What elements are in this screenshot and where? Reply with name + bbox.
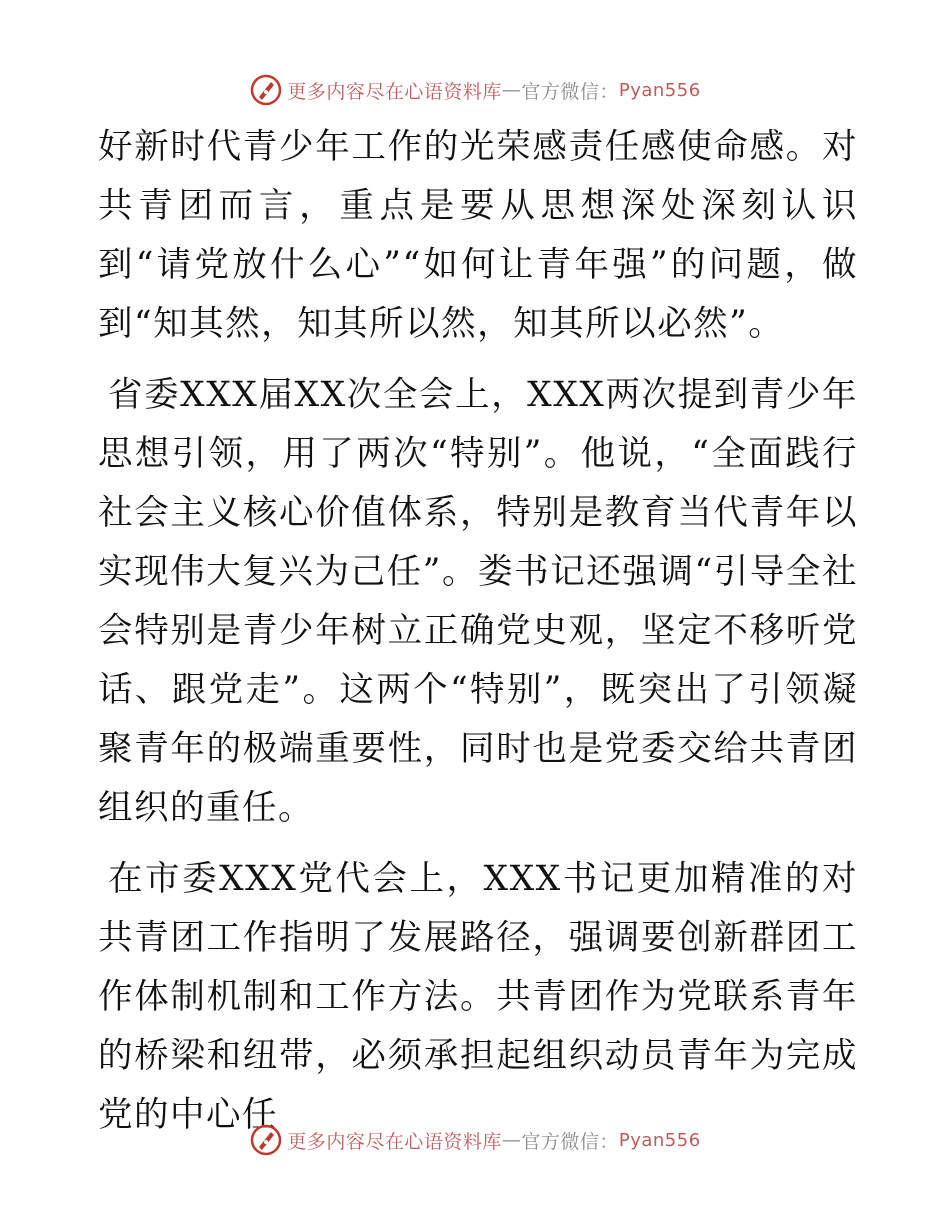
watermark-account: Pyan556 [618,1129,701,1151]
watermark-separator: — [501,79,522,101]
watermark-wechat-label: 官方微信： [521,80,619,103]
watermark-account: Pyan556 [618,79,701,101]
paragraph-2: 省委XXX届XX次全会上，XXX两次提到青少年思想引领，用了两次“特别”。他说，“全面践行社会主义核心价值体系，特别是教育当代青年以实现伟大复兴为己任”。娄书记还强调“引导全社会特别是青少年树立正确党史观，坚定不移听党话、跟党走”。这两个“特别”，既突出了引领凝聚青年的极端重要性，同时也是党委交给共青团组织的重任。 [98,375,858,828]
document-body [98,118,858,1157]
pen-nib-logo-icon [249,1123,283,1157]
watermark-main-text: 更多内容尽在心语资料库 [287,80,502,103]
footer-watermark [0,1120,950,1160]
watermark-main-text: 更多内容尽在心语资料库 [287,1130,502,1153]
watermark-separator: — [501,1129,522,1151]
header-watermark [0,70,950,110]
paragraph-3: 在市委XXX党代会上，XXX书记更加精准的对共青团工作指明了发展路径，强调要创新群团工作体制机制和工作方法。共青团作为党联系青年的桥梁和纽带，必须承担起组织动员青年为完成党的中心任 [98,859,858,1135]
watermark-wechat-label: 官方微信： [521,1130,619,1153]
pen-nib-logo-icon [249,73,283,107]
paragraph-1: 好新时代青少年工作的光荣感责任感使命感。对共青团而言，重点是要从思想深处深刻认识到“请党放什么心”“如何让青年强”的问题，做到“知其然，知其所以然，知其所以必然”。 [98,127,858,344]
